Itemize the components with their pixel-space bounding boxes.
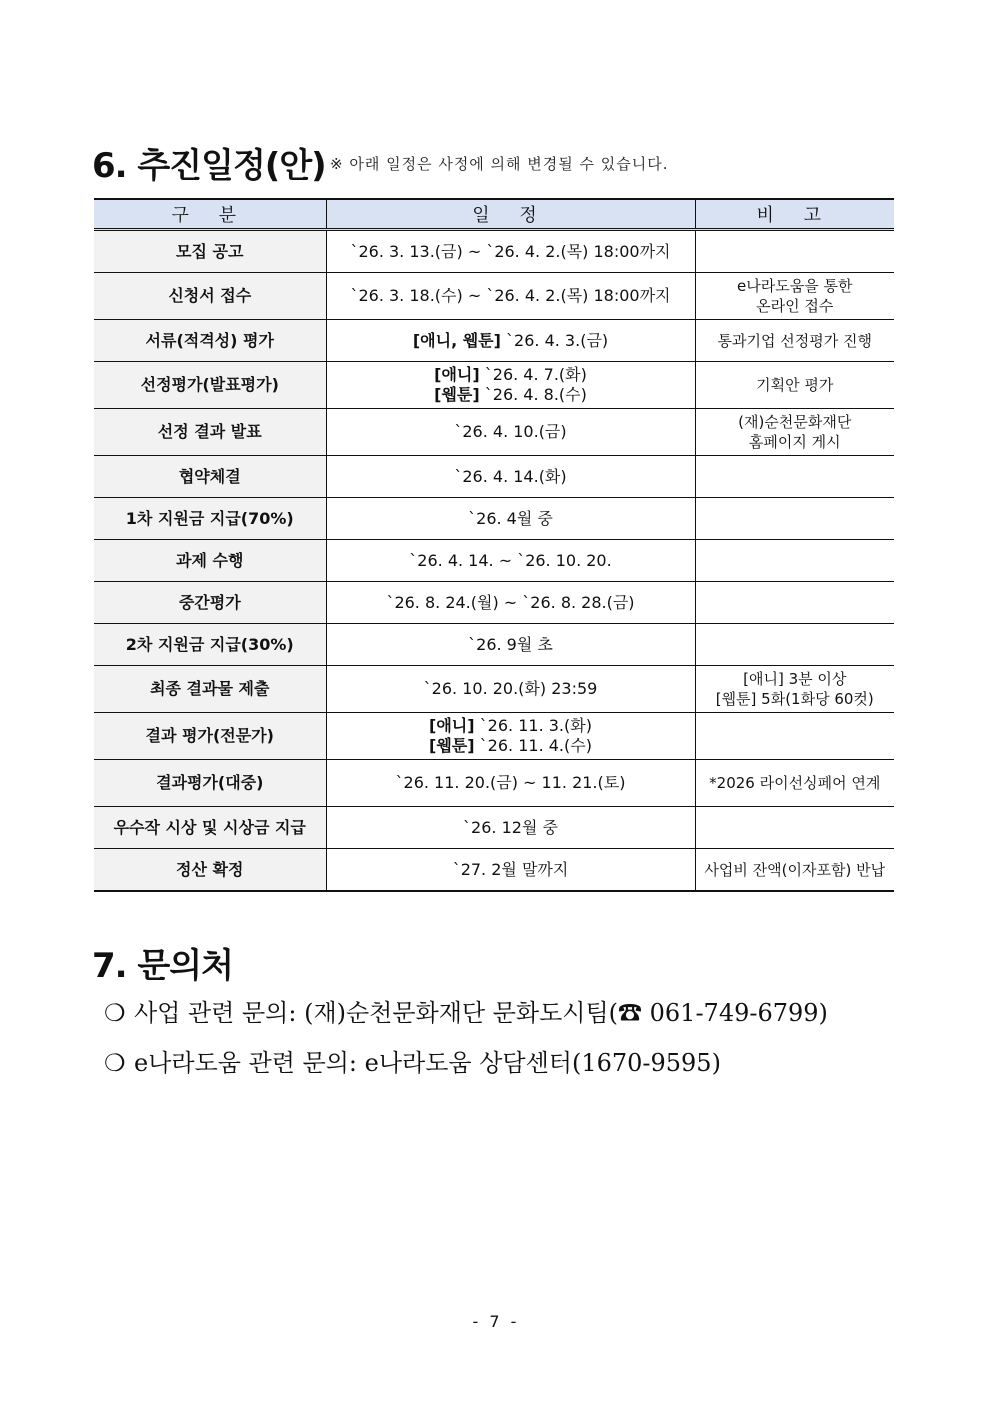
table-row bbox=[94, 456, 894, 498]
row-item: 선정 결과 발표 bbox=[94, 409, 326, 456]
row-note bbox=[695, 409, 894, 456]
row-schedule: `26. 3. 13.(금) ~ `26. 4. 2.(목) 18:00까지 bbox=[326, 230, 695, 273]
row-note: 사업비 잔액(이자포함) 반납 bbox=[695, 849, 894, 892]
table-row bbox=[94, 320, 894, 362]
row-note bbox=[695, 582, 894, 624]
note-line: 홈페이지 게시 bbox=[748, 433, 841, 451]
note-line: (재)순천문화재단 bbox=[738, 413, 852, 431]
row-item: 결과 평가(전문가) bbox=[94, 713, 326, 760]
schedule-prefix: [웹툰] bbox=[434, 385, 480, 404]
row-schedule: `27. 2월 말까지 bbox=[326, 849, 695, 892]
table-row bbox=[94, 666, 894, 713]
contact-text: 사업 관련 문의: (재)순천문화재단 문화도시팀(☎ 061-749-6799) bbox=[134, 999, 828, 1027]
row-note: 기획안 평가 bbox=[695, 362, 894, 409]
table-row bbox=[94, 540, 894, 582]
note-line: e나라도움을 통한 bbox=[737, 277, 853, 295]
schedule-text: `26. 4. 3.(금) bbox=[506, 330, 609, 350]
table-row bbox=[94, 760, 894, 807]
row-schedule: `26. 4. 14.(화) bbox=[326, 456, 695, 498]
row-item: 협약체결 bbox=[94, 456, 326, 498]
row-note bbox=[695, 666, 894, 713]
row-schedule bbox=[326, 713, 695, 760]
row-item: 모집 공고 bbox=[94, 230, 326, 273]
row-schedule: `26. 4월 중 bbox=[326, 498, 695, 540]
schedule-text: `26. 4. 7.(화) bbox=[484, 365, 587, 384]
row-note bbox=[695, 273, 894, 320]
bullet-icon: ❍ bbox=[104, 1049, 126, 1077]
table-row bbox=[94, 362, 894, 409]
page-number: - 7 - bbox=[472, 1312, 520, 1331]
schedule-prefix: [웹툰] bbox=[429, 736, 475, 755]
row-item: 선정평가(발표평가) bbox=[94, 362, 326, 409]
row-schedule: `26. 9월 초 bbox=[326, 624, 695, 666]
row-schedule: `26. 3. 18.(수) ~ `26. 4. 2.(목) 18:00까지 bbox=[326, 273, 695, 320]
contact-item bbox=[104, 993, 828, 1028]
row-schedule: `26. 4. 10.(금) bbox=[326, 409, 695, 456]
bullet-icon: ❍ bbox=[104, 999, 126, 1027]
row-note bbox=[695, 807, 894, 849]
row-item: 중간평가 bbox=[94, 582, 326, 624]
row-note: *2026 라이선싱페어 연계 bbox=[695, 760, 894, 807]
note-line: 온라인 접수 bbox=[756, 297, 834, 315]
row-item: 2차 지원금 지급(30%) bbox=[94, 624, 326, 666]
schedule-text: `26. 4. 8.(수) bbox=[484, 385, 587, 404]
schedule-prefix: [애니, 웹툰] bbox=[412, 330, 501, 350]
table-row bbox=[94, 409, 894, 456]
row-note bbox=[695, 498, 894, 540]
contact-item bbox=[104, 1043, 721, 1078]
row-schedule: `26. 10. 20.(화) 23:59 bbox=[326, 666, 695, 713]
schedule-prefix: [애니] bbox=[434, 365, 480, 384]
note-line: [애니] 3분 이상 bbox=[743, 670, 847, 688]
row-note bbox=[695, 230, 894, 273]
header-remarks: 비 고 bbox=[695, 199, 894, 230]
table-header-row bbox=[94, 199, 894, 230]
table-row bbox=[94, 849, 894, 892]
note-line: [웹툰] 5화(1화당 60컷) bbox=[715, 690, 874, 708]
section-7-title: 7. 문의처 bbox=[92, 946, 233, 986]
contact-text: e나라도움 관련 문의: e나라도움 상담센터(1670-9595) bbox=[134, 1049, 721, 1077]
row-item: 서류(적격성) 평가 bbox=[94, 320, 326, 362]
header-schedule: 일 정 bbox=[326, 199, 695, 230]
row-schedule bbox=[326, 362, 695, 409]
table-row bbox=[94, 273, 894, 320]
row-note bbox=[695, 456, 894, 498]
schedule-prefix: [애니] bbox=[429, 716, 475, 735]
table-row bbox=[94, 230, 894, 273]
row-schedule: `26. 4. 14. ~ `26. 10. 20. bbox=[326, 540, 695, 582]
row-schedule bbox=[326, 320, 695, 362]
row-schedule: `26. 12월 중 bbox=[326, 807, 695, 849]
row-note: 통과기업 선정평가 진행 bbox=[695, 320, 894, 362]
row-item: 과제 수행 bbox=[94, 540, 326, 582]
row-item: 우수작 시상 및 시상금 지급 bbox=[94, 807, 326, 849]
schedule-text: `26. 11. 4.(수) bbox=[479, 736, 592, 755]
row-note bbox=[695, 540, 894, 582]
row-item: 결과평가(대중) bbox=[94, 760, 326, 807]
section-6-title: 6. 추진일정(안) bbox=[92, 146, 326, 186]
row-schedule: `26. 8. 24.(월) ~ `26. 8. 28.(금) bbox=[326, 582, 695, 624]
table-row bbox=[94, 807, 894, 849]
row-note bbox=[695, 713, 894, 760]
schedule-change-note: ※ 아래 일정은 사정에 의해 변경될 수 있습니다. bbox=[330, 155, 669, 173]
table-row bbox=[94, 624, 894, 666]
row-item: 최종 결과물 제출 bbox=[94, 666, 326, 713]
table-row bbox=[94, 713, 894, 760]
header-category: 구 분 bbox=[94, 199, 326, 230]
row-item: 정산 확정 bbox=[94, 849, 326, 892]
table-row bbox=[94, 498, 894, 540]
row-schedule: `26. 11. 20.(금) ~ 11. 21.(토) bbox=[326, 760, 695, 807]
schedule-text: `26. 11. 3.(화) bbox=[479, 716, 592, 735]
table-row bbox=[94, 582, 894, 624]
row-note bbox=[695, 624, 894, 666]
schedule-table bbox=[94, 198, 894, 892]
row-item: 신청서 접수 bbox=[94, 273, 326, 320]
row-item: 1차 지원금 지급(70%) bbox=[94, 498, 326, 540]
